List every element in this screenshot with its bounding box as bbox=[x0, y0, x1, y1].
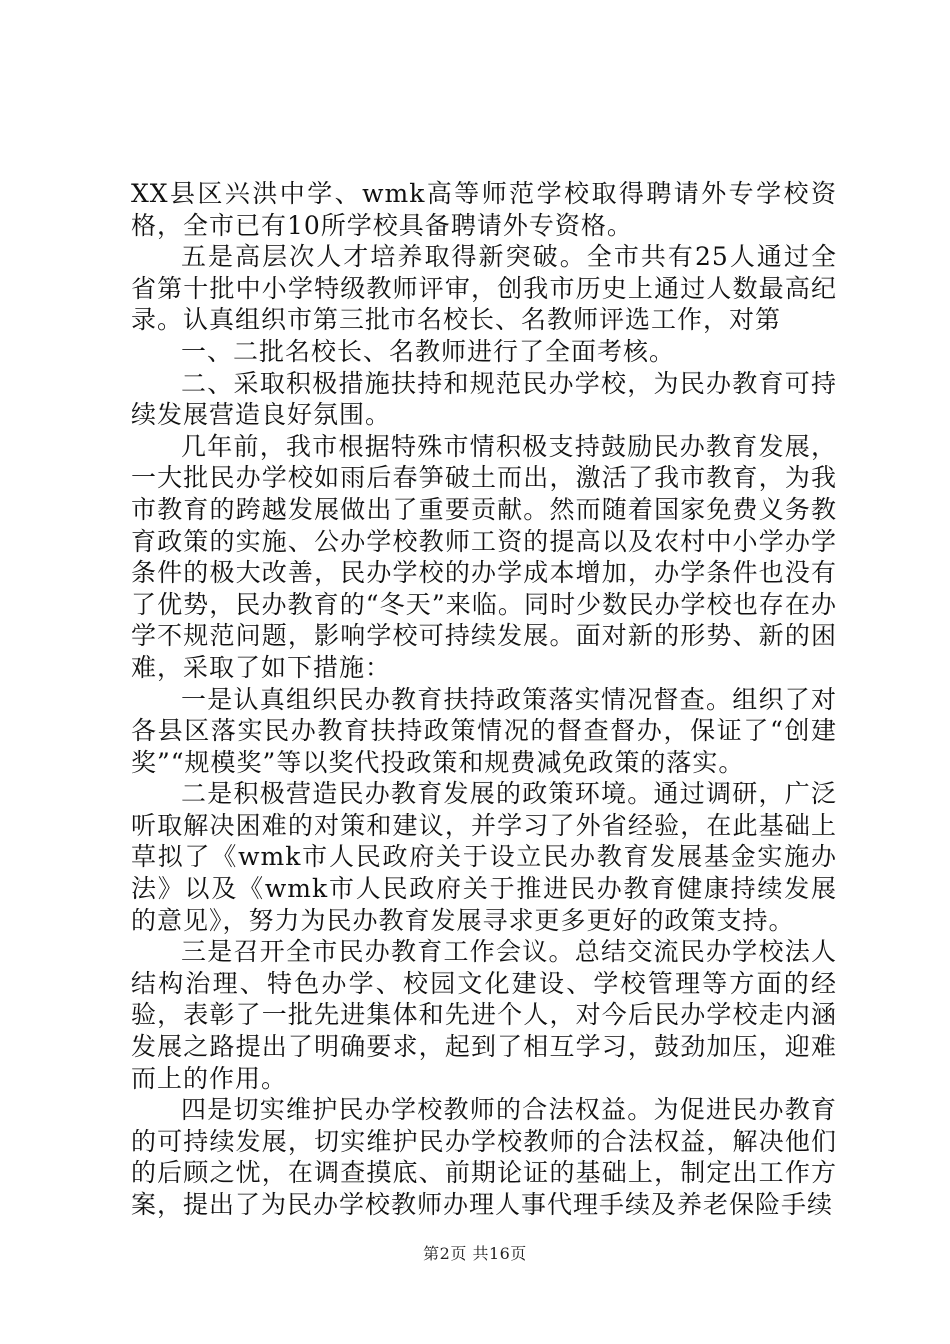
paragraph-4: 二、采取积极措施扶持和规范民办学校，为民办教育可持续发展营造良好氛围。 bbox=[131, 368, 837, 430]
paragraph-5: 几年前，我市根据特殊市情积极支持鼓励民办教育发展，一大批民办学校如雨后春笋破土而出，激活了我市教育，为我市教育的跨越发展做出了重要贡献。然而随着国家免费义务教育政策的实施、公办学校教师工资的提高以及农村中小学办学条件的极大改善，民办学校的办学成本增加，办学条件也没有了优势，民办教育的“冬天”来临。同时少数民办学校也存在办学不规范问题，影响学校可持续发展。面对新的形势、新的困难，采取了如下措施： bbox=[131, 431, 837, 682]
paragraph-1: XX县区兴洪中学、wmk高等师范学校取得聘请外专学校资格，全市已有10所学校具备聘请外专资格。 bbox=[131, 179, 837, 240]
paragraph-6: 一是认真组织民办教育扶持政策落实情况督查。组织了对各县区落实民办教育扶持政策情况的督查督办，保证了“创建奖”“规模奖”等以奖代投政策和规费减免政策的落实。 bbox=[131, 684, 837, 777]
paragraph-7: 二是积极营造民办教育发展的政策环境。通过调研，广泛听取解决困难的对策和建议，并学习了外省经验，在此基础上草拟了《wmk市人民政府关于设立民办教育发展基金实施办法》以及《wmk市人民政府关于推进民办教育健康持续发展的意见》，努力为民办教育发展寻求更多更好的政策支持。 bbox=[131, 779, 837, 935]
paragraph-2: 五是高层次人才培养取得新突破。全市共有25人通过全省第十批中小学特级教师评审，创我市历史上通过人数最高纪录。认真组织市第三批市名校长、名教师评选工作，对第 bbox=[131, 242, 837, 335]
page-number: 第2页 共16页 bbox=[423, 1244, 527, 1263]
paragraph-9: 四是切实维护民办学校教师的合法权益。为促进民办教育的可持续发展，切实维护民办学校教师的合法权益，解决他们的后顾之忧，在调查摸底、前期论证的基础上，制定出工作方案，提出了为民办学校教师办理人事代理手续及养老保险手续 bbox=[131, 1095, 837, 1219]
document-body bbox=[131, 178, 837, 1221]
page-footer bbox=[0, 1244, 950, 1264]
paragraph-3: 一、二批名校长、名教师进行了全面考核。 bbox=[181, 336, 676, 366]
paragraph-8: 三是召开全市民办教育工作会议。总结交流民办学校法人结构治理、特色办学、校园文化建设、学校管理等方面的经验，表彰了一批先进集体和先进个人，对今后民办学校走内涵发展之路提出了明确要求，起到了相互学习，鼓劲加压，迎难而上的作用。 bbox=[131, 937, 837, 1093]
